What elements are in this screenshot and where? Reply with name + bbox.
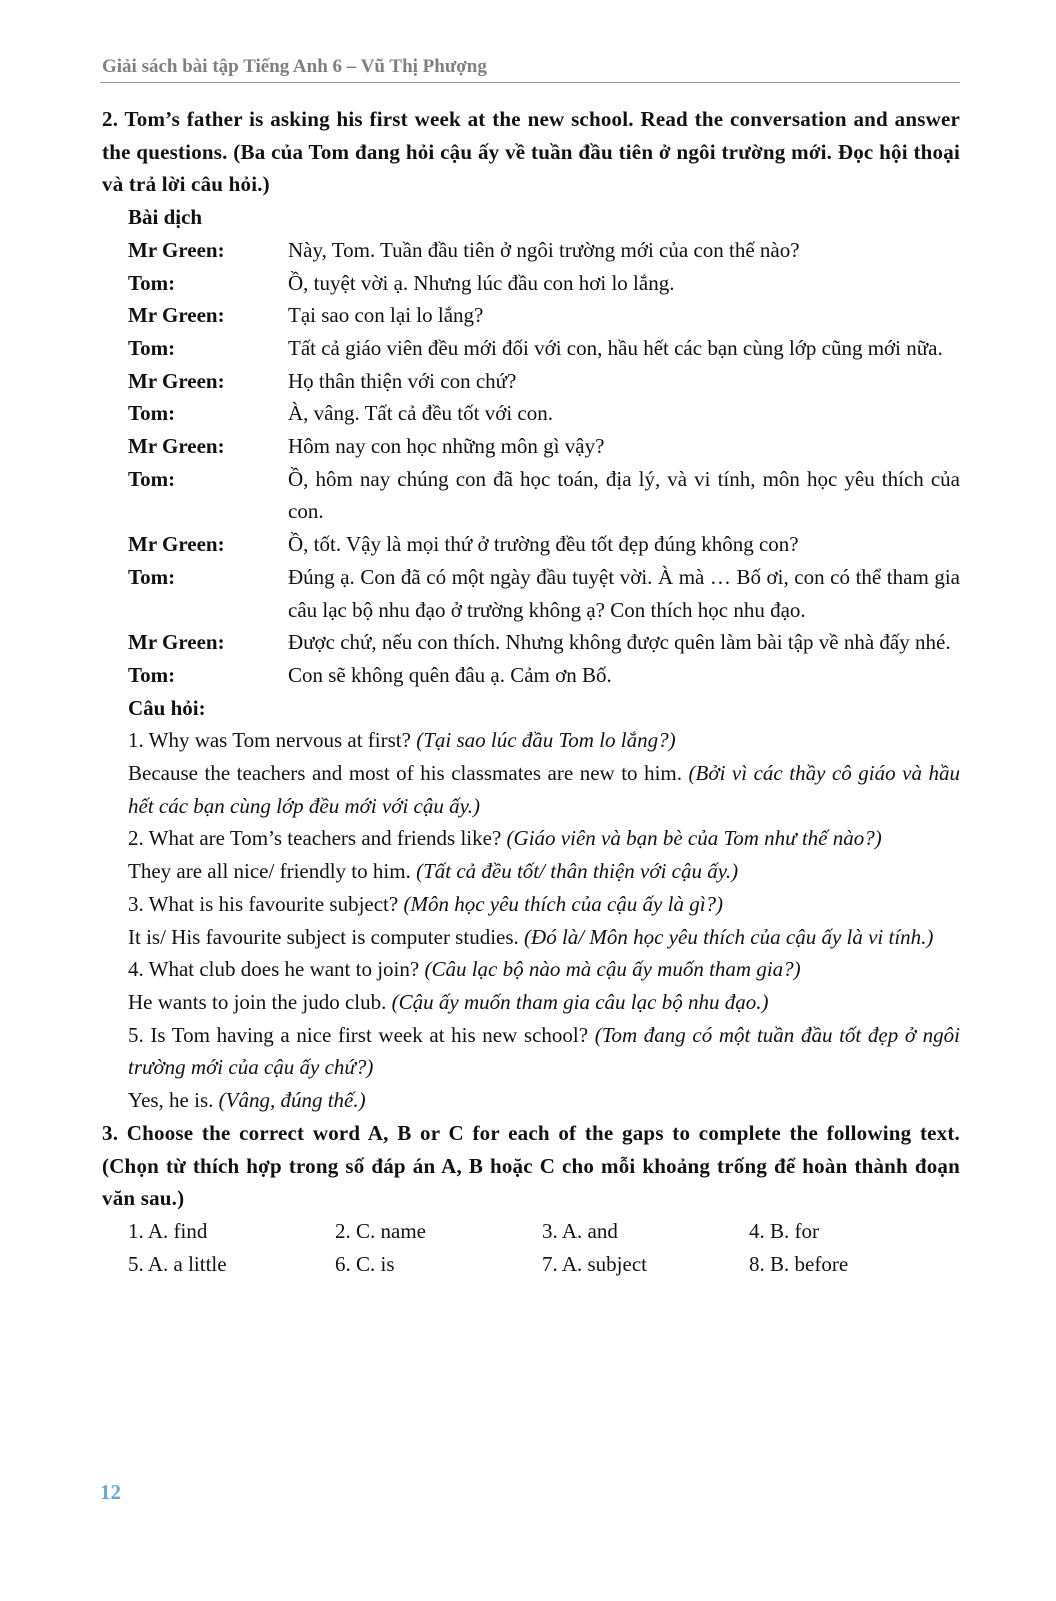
answer-line (128, 986, 960, 1019)
utterance-text: Ồ, hôm nay chúng con đã học toán, địa lý, và vi tính, môn học yêu thích của con. (288, 466, 960, 524)
question-translation: (Giáo viên và bạn bè của Tom như thế nào?) (506, 826, 882, 851)
page-content (102, 103, 960, 1280)
answer-item: 7. A. subject (542, 1251, 647, 1276)
section-3-heading: 3. Choose the correct word A, B or C for each of the gaps to complete the following text. (Chọn từ thích hợp trong số đáp án A, B hoặc C cho mỗi khoảng trống để hoàn thành đoạn văn sau.) (102, 1120, 960, 1211)
question-line (128, 822, 960, 855)
question-text: 5. Is Tom having a nice first week at his new school? (128, 1022, 589, 1047)
answer-item: 4. B. for (749, 1218, 819, 1243)
utterance-text: À, vâng. Tất cả đều tốt với con. (288, 401, 553, 426)
speaker-label: Mr Green: (128, 368, 225, 393)
answer-item: 3. A. and (542, 1218, 618, 1243)
speaker-label: Mr Green: (128, 532, 225, 557)
utterance-text: Hôm nay con học những môn gì vậy? (288, 434, 605, 459)
qa-list (128, 724, 960, 1116)
utterance-text: Được chứ, nếu con thích. Nhưng không được quên làm bài tập về nhà đấy nhé. (288, 630, 951, 655)
utterance-text: Tất cả giáo viên đều mới đối với con, hầu hết các bạn cùng lớp cũng mới nữa. (288, 335, 943, 360)
speaker-label: Tom: (128, 270, 176, 295)
utterance-text: Con sẽ không quên đâu ạ. Cảm ơn Bố. (288, 662, 612, 687)
page-number: 12 (100, 1480, 121, 1504)
answer-line (128, 757, 960, 822)
speaker-label: Tom: (128, 662, 176, 687)
question-text: 4. What club does he want to join? (128, 957, 420, 982)
answer-grid (102, 1215, 960, 1280)
dialogue-turn (128, 332, 960, 365)
dialogue-turn (128, 463, 960, 528)
answer-translation: (Vâng, đúng thế.) (218, 1088, 366, 1113)
dialogue-turn (128, 397, 960, 430)
speaker-label: Mr Green: (128, 630, 225, 655)
utterance-text: Ồ, tốt. Vậy là mọi thứ ở trường đều tốt đẹp đúng không con? (288, 532, 799, 557)
speaker-label: Tom: (128, 564, 176, 589)
utterance-text: Ồ, tuyệt vời ạ. Nhưng lúc đầu con hơi lo lắng. (288, 270, 675, 295)
utterance-text: Họ thân thiện với con chứ? (288, 368, 517, 393)
utterance-text: Này, Tom. Tuần đầu tiên ở ngôi trường mới của con thế nào? (288, 237, 800, 262)
question-translation: (Tom đang có một tuần đầu tốt đẹp ở ngôi trường mới của cậu ấy chứ?) (128, 1022, 961, 1080)
answer-text: It is/ His favourite subject is computer studies. (128, 924, 519, 949)
speaker-label: Tom: (128, 401, 176, 426)
question-translation: (Câu lạc bộ nào mà cậu ấy muốn tham gia?) (424, 957, 801, 982)
answer-item: 2. C. name (335, 1218, 426, 1243)
question-translation: (Môn học yêu thích của cậu ấy là gì?) (403, 891, 724, 916)
answer-text: He wants to join the judo club. (128, 989, 387, 1014)
answer-translation: (Đó là/ Môn học yêu thích của cậu ấy là vi tính.) (524, 924, 934, 949)
speaker-label: Tom: (128, 466, 176, 491)
question-text: 3. What is his favourite subject? (128, 891, 399, 916)
answer-translation: (Bởi vì các thầy cô giáo và hầu hết các bạn cùng lớp đều mới với cậu ấy.) (128, 761, 961, 818)
dialogue-turn (128, 234, 960, 267)
utterance-text: Đúng ạ. Con đã có một ngày đầu tuyệt vời. À mà … Bố ơi, con có thể tham gia câu lạc bộ nhu đạo ở trường không ạ? Con thích học nhu đạo. (288, 564, 960, 622)
question-line (128, 888, 960, 921)
dialogue-turn (128, 365, 960, 398)
header-rule (100, 82, 960, 83)
answer-text: Yes, he is. (128, 1088, 214, 1113)
speaker-label: Mr Green: (128, 237, 225, 262)
question-line (128, 953, 960, 986)
question-line (128, 724, 960, 757)
answer-line (128, 921, 960, 954)
question-translation: (Tại sao lúc đầu Tom lo lắng?) (416, 728, 676, 753)
answer-item: 1. A. find (128, 1218, 208, 1243)
dialogue (128, 234, 960, 692)
utterance-text: Tại sao con lại lo lắng? (288, 303, 484, 328)
answer-item: 6. C. is (335, 1251, 395, 1276)
speaker-label: Mr Green: (128, 434, 225, 459)
question-line (128, 1019, 960, 1084)
answer-item: 5. A. a little (128, 1251, 227, 1276)
speaker-label: Tom: (128, 335, 176, 360)
answer-text: Because the teachers and most of his classmates are new to him. (128, 761, 683, 786)
questions-label: Câu hỏi: (128, 695, 206, 720)
answer-translation: (Tất cả đều tốt/ thân thiện với cậu ấy.) (416, 859, 739, 884)
answer-item: 8. B. before (749, 1251, 849, 1276)
dialogue-turn (128, 267, 960, 300)
translation-block (102, 201, 960, 1117)
answer-line (128, 855, 960, 888)
answer-line (128, 1084, 960, 1117)
dialogue-turn (128, 299, 960, 332)
dialogue-turn (128, 430, 960, 463)
speaker-label: Mr Green: (128, 303, 225, 328)
dialogue-turn (128, 528, 960, 561)
question-text: 1. Why was Tom nervous at first? (128, 728, 411, 753)
translation-label: Bài dịch (128, 205, 203, 230)
dialogue-turn (128, 561, 960, 626)
running-header: Giải sách bài tập Tiếng Anh 6 – Vũ Thị Phượng (102, 56, 487, 77)
section-2-heading: 2. Tom’s father is asking his first week at the new school. Read the conversation and answer the questions. (Ba của Tom đang hỏi cậu ấy về tuần đầu tiên ở ngôi trường mới. Đọc hội thoại và trả lời câu hỏi.) (102, 107, 960, 197)
answer-text: They are all nice/ friendly to him. (128, 859, 411, 884)
dialogue-turn (128, 659, 960, 692)
answer-translation: (Cậu ấy muốn tham gia câu lạc bộ nhu đạo.) (391, 989, 769, 1014)
dialogue-turn (128, 626, 960, 659)
question-text: 2. What are Tom’s teachers and friends like? (128, 826, 502, 851)
